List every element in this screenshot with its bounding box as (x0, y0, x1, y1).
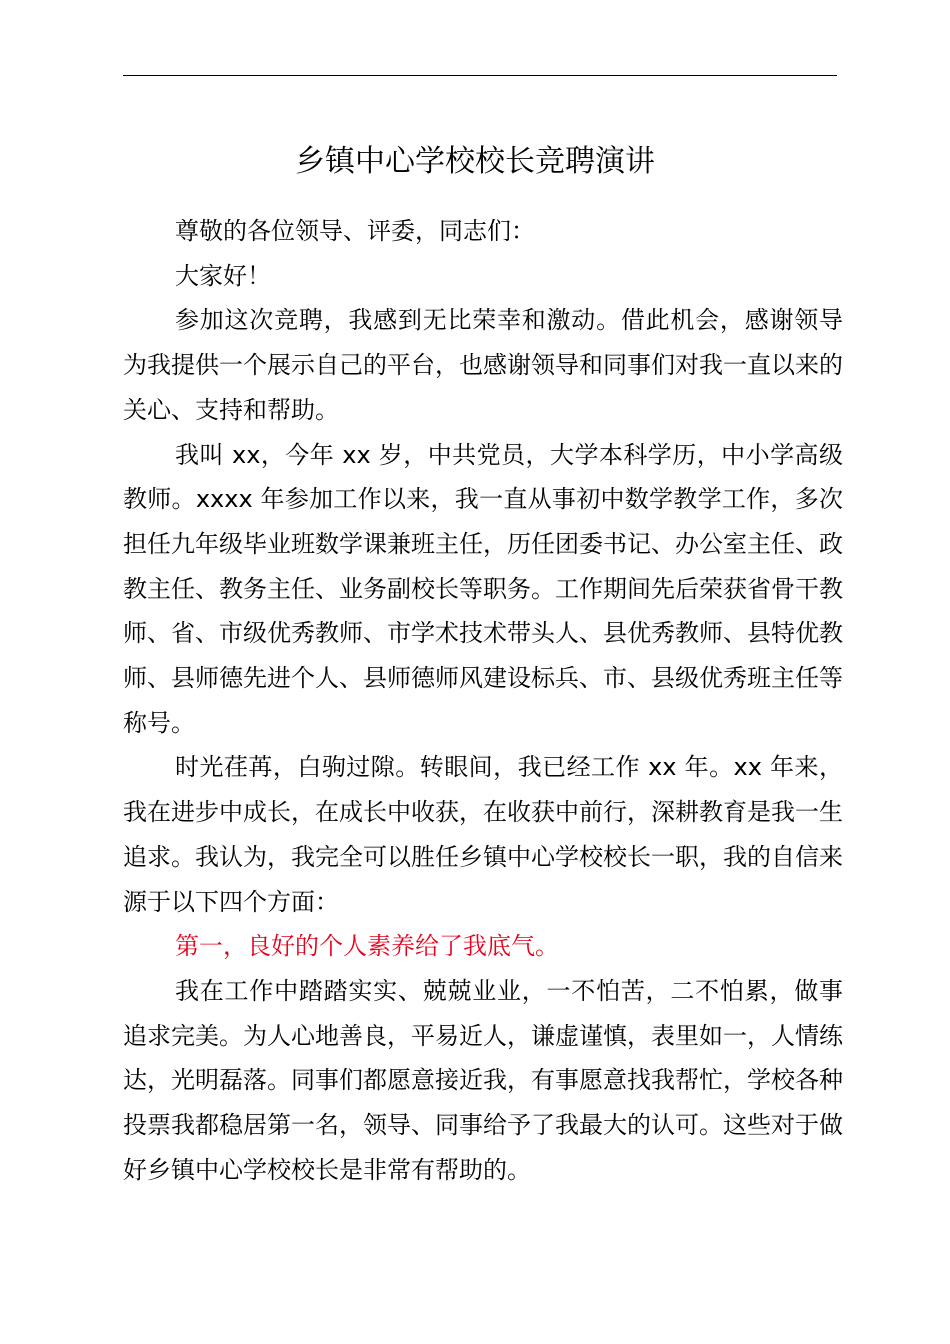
paragraph-confidence: 时光荏苒，白驹过隙。转眼间，我已经工作 xx 年。xx 年来，我在进步中成长，在成长中收获，在收获中前行，深耕教育是我一生追求。我认为，我完全可以胜任乡镇中心学校校长一职，我的自信来源于以下四个方面： (123, 753, 843, 916)
document-body (123, 209, 843, 1192)
section-heading-first: 第一，良好的个人素养给了我底气。 (175, 932, 559, 961)
paragraph-thanks: 参加这次竞聘，我感到无比荣幸和激动。借此机会，感谢领导为我提供一个展示自己的平台，也感谢领导和同事们对我一直以来的关心、支持和帮助。 (123, 306, 843, 424)
paragraph-personal-quality: 我在工作中踏踏实实、兢兢业业，一不怕苦，二不怕累，做事追求完美。为人心地善良，平易近人，谦虚谨慎，表里如一，人情练达，光明磊落。同事们都愿意接近我，有事愿意找我帮忙，学校各种投票我都稳居第一名，领导、同事给予了我最大的认可。这些对于做好乡镇中心学校校长是非常有帮助的。 (123, 976, 843, 1184)
document-title: 乡镇中心学校校长竞聘演讲 (295, 144, 655, 179)
paragraph-introduction: 我叫 xx，今年 xx 岁，中共党员，大学本科学历，中小学高级教师。xxxx 年参加工作以来，我一直从事初中数学教学工作，多次担任九年级毕业班数学课兼班主任，历任团委书记、办公室主任、政教主任、教务主任、业务副校长等职务。工作期间先后荣获省骨干教师、省、市级优秀教师、市学术技术带头人、县优秀教师、县特优教师、县师德先进个人、县师德师风建设标兵、市、县级优秀班主任等称号。 (123, 440, 843, 737)
greeting: 大家好！ (175, 261, 271, 290)
header-rule (123, 75, 837, 76)
salutation: 尊敬的各位领导、评委，同志们： (175, 217, 535, 245)
